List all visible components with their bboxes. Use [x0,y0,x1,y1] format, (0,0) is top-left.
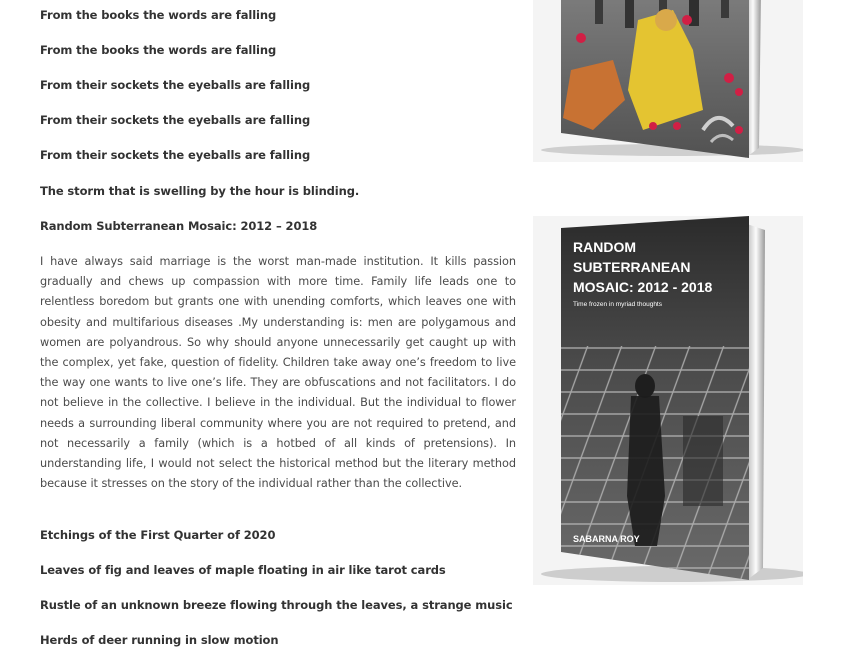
book-subtitle: Time frozen in myriad thoughts [573,301,662,308]
book-cover-image [533,216,803,585]
essay-paragraph: I have always said marriage is the worst man-made institution. It kills passion gradually and chews up compassion with more time. Family life leads one to relentless boredom but grants one with unending comforts, which leaves one with obesity and multifarious diseases .My understanding is: men are polygamous and women are polyandrous. So why should anyone unnecessarily get caught up with the complex, yet fake, question of fidelity. Children take away one’s freedom to live the way one wants to live one’s life. They are obfuscations and not facilitators. I do not believe in the collective. I believe in the individual. But the individual to flower needs a surrounding liberal community where you are not required to pretend, and not necessarily a family (which is a hotbed of all kinds of pretensions). In understanding life, I would not select the historical method but the literary method because it stresses on the story of the individual rather than the collective. [40,255,516,491]
book-heading: Random Subterranean Mosaic: 2012 – 2018 [40,219,318,233]
poem-heading: Etchings of the First Quarter of 2020 [40,528,276,542]
book-author: SABARNA ROY [573,534,640,544]
book-title-line: SUBTERRANEAN [573,259,691,275]
poem-line: Rustle of an unknown breeze flowing through the leaves, a strange music [40,598,513,612]
poem-line: From the books the words are falling [40,8,277,22]
poem-line: From their sockets the eyeballs are falling [40,78,311,92]
book-title-line: MOSAIC: 2012 - 2018 [573,279,713,295]
poem-line: From their sockets the eyeballs are falling [40,148,311,162]
poem-line: From their sockets the eyeballs are falling [40,113,311,127]
book-cover-image [533,0,803,162]
poem-line: Herds of deer running in slow motion [40,633,279,647]
poem-line: From the books the words are falling [40,43,277,57]
poem-line: Leaves of fig and leaves of maple floating in air like tarot cards [40,563,446,577]
book-title-line: RANDOM [573,239,636,255]
poem-line: The storm that is swelling by the hour is blinding. [40,184,360,198]
